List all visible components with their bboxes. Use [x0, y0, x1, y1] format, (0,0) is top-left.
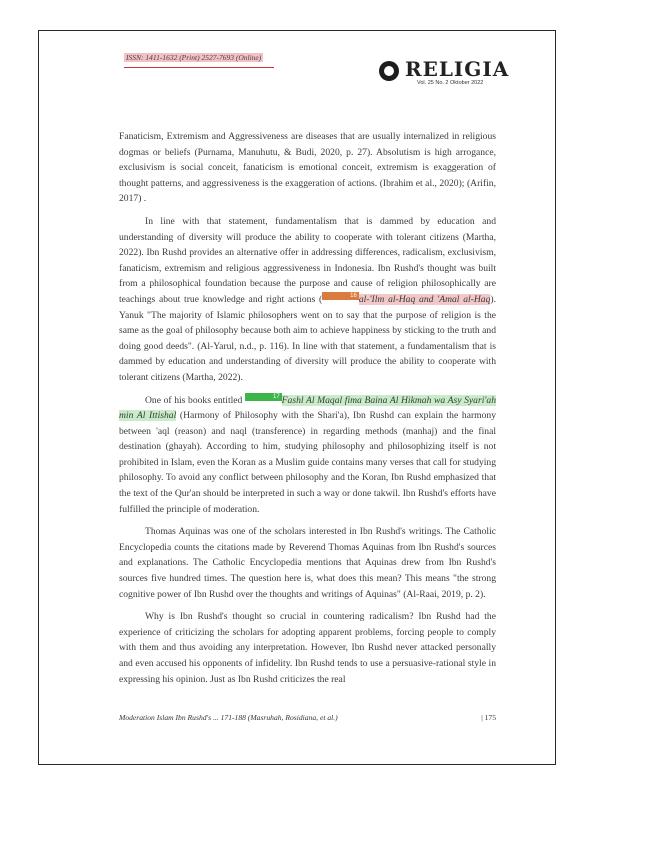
- page-footer: [119, 713, 496, 722]
- paragraph-2-text-a: In line with that statement, fundamentalism that is dammed by education and understanding of diversity will produce the ability to cooperate with tolerant citizens (Martha, 2022). Ibn Rushd provides an alternative offer in addressing differences, radicalism, exclusivism, fanaticism, extremism and religious aggressiveness in Indonesia. Ibn Rushd's thought was built from a philosophical foundation because the purpose and cause of religion philosophically are teachings about true knowledge and right actions (: [119, 215, 496, 305]
- comment-marker-17[interactable]: 17: [245, 393, 282, 401]
- journal-brand: [379, 59, 509, 89]
- highlight-red[interactable]: al-'Ilm al-Haq and 'Amal al-Haq: [358, 293, 491, 305]
- journal-name: RELIGIA: [405, 57, 510, 81]
- paragraph-5: Why is Ibn Rushd's thought so crucial in countering radicalism? Ibn Rushd had the experience of criticizing the scholars for adopting apparent problems, forcing people to comply with them and thus avoiding any interpretation. However, Ibn Rushd never attacked personally and even accused his opponents of infidelity. Ibn Rushd tends to use a persuasive-rational style in expressing his opinion. Just as Ibn Rushd criticizes the real: [119, 611, 496, 685]
- issn-text: ISSN: 1411-1632 (Print) 2527-7693 (Online): [126, 53, 262, 62]
- paragraph-4: Thomas Aquinas was one of the scholars interested in Ibn Rushd's writings. The Catholic Encyclopedia counts the citations made by Reverend Thomas Aquinas from Ibn Rushd's sources and explanations. The Catholic Encyclopedia mentions that Aquinas drew from Ibn Rushd's sources five hundred times. The question here is, what does this mean? This means "the strong cognitive power of Ibn Rushd over the thoughts and writings of Aquinas" (Al-Raai, 2019, p. 2).: [119, 526, 496, 600]
- paragraph-3-text-a: One of his books entitled: [145, 394, 245, 406]
- article-body: [119, 129, 496, 694]
- highlight-green[interactable]: Fashl Al Maqal fima Baina Al Hikmah wa Asy Syari'ah min Al Ittishal: [119, 394, 496, 422]
- paragraph-2: [119, 214, 496, 386]
- page-number: | 175: [481, 713, 496, 722]
- journal-logo-icon: [379, 61, 399, 81]
- issn-underline: [124, 67, 274, 68]
- paragraph-1: Fanaticism, Extremism and Aggressiveness are diseases that are usually internalized in religious dogmas or beliefs (Purnama, Manuhutu, & Budi, 2020, p. 27). Absolutism is high arrogance, exclusivism is social conceit, fanaticism is emotional conceit, extremism is exaggeration of thought patterns, and aggressiveness is the exaggeration of actions. (Ibrahim et al., 2020); (Arifin, 2017) .: [119, 131, 496, 205]
- paragraph-3: [119, 393, 496, 518]
- comment-marker-16[interactable]: 16: [322, 292, 359, 300]
- document-page: [38, 30, 556, 765]
- paragraph-3-text-b: (Harmony of Philosophy with the Shari'a), Ibn Rushd can explain the harmony between 'aql (reason) and naql (transference) in regarding methods (manhaj) and the final destination (ghayah). According to him, studying philosophy and philosophizing itself is not prohibited in Islam, even the Koran as a Muslim guide contains many verses that call for studying philosophy. To avoid any conflict between philosophy and the Koran, Ibn Rushd emphasized that the text of the Qur'an should be interpreted in such a way or done takwil. Ibn Rushd's efforts have fulfilled the principle of moderation.: [119, 410, 496, 515]
- paragraph-2-text-b: ). Yanuk "The majority of Islamic philosophers went on to say that the purpose of religion is the same as the goal of philosophy because both aim to achieve happiness by sticking to the truth and doing good deeds". (Al-Yarul, n.d., p. 116). In line with that statement, a fundamentalism that is dammed by education and understanding of diversity will produce the ability to cooperate with tolerant citizens (Martha, 2022).: [119, 293, 496, 383]
- footer-citation: Moderation Islam Ibn Rushd's ... 171-188 (Masruhah, Rosidiana, et al.): [119, 713, 338, 722]
- journal-volume: Vol. 25 No. 2 Oktober 2022: [417, 80, 484, 86]
